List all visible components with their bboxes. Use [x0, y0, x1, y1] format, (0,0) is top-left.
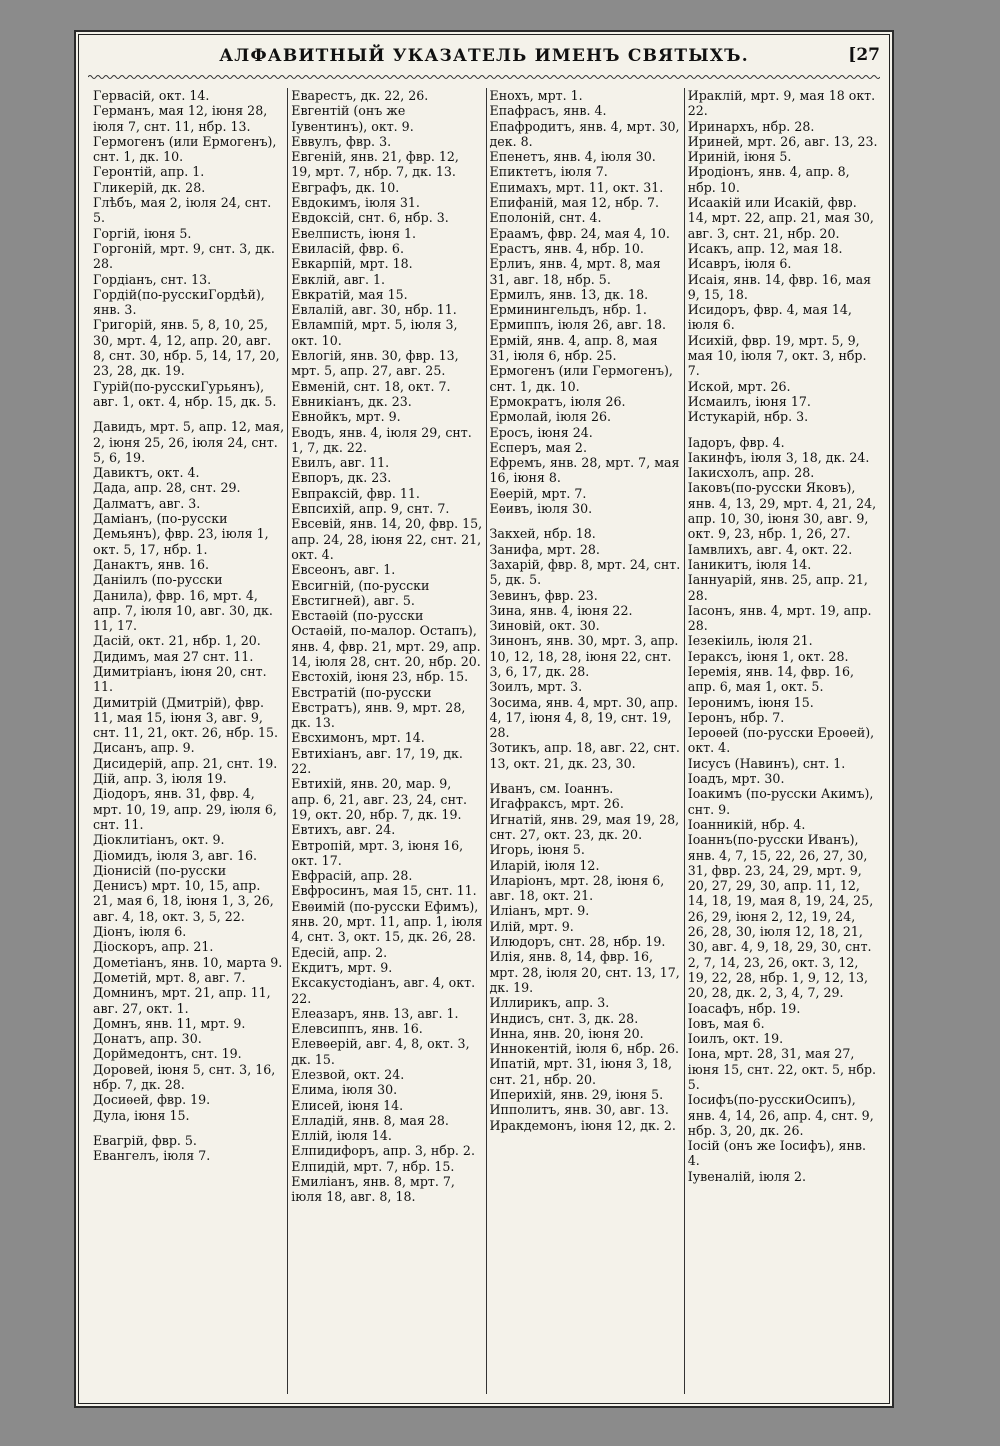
index-entry: Ермогенъ (или Гермогенъ), снт. 1, дк. 10.: [489, 363, 673, 394]
index-entry: Емиліанъ, янв. 8, мрт. 7, іюля 18, авг. 8, 18.: [291, 1174, 455, 1205]
index-entry: Даміанъ, (по-русски Демьянъ), фвр. 23, іюля 1, окт. 5, 17, нбр. 1.: [93, 511, 269, 557]
index-entry: Иларій, іюля 12.: [489, 857, 600, 873]
index-entry: Іакинфъ, іюля 3, 18, дк. 24.: [687, 449, 870, 465]
index-entry: Еввулъ, фвр. 3.: [291, 133, 392, 149]
index-entry: Иродіонъ, янв. 4, апр. 8, нбр. 10.: [687, 164, 850, 195]
index-entry: Исавръ, іюля 6.: [687, 256, 792, 272]
index-entry: Игнатій, янв. 29, мая 19, 28, снт. 27, окт. 23, дк. 20.: [489, 811, 680, 842]
index-entry: Зина, янв. 4, іюня 22.: [489, 602, 633, 618]
index-entry: Иннокентій, іюля 6, нбр. 26.: [489, 1041, 679, 1057]
index-entry: Евстратій (по-русски Евстратъ), янв. 9, мрт. 28, дк. 13.: [291, 684, 466, 731]
index-entry: Иванъ, см. Іоаннъ.: [489, 781, 614, 797]
index-entry: Евсевій, янв. 14, 20, фвр. 15, апр. 24, 28, іюня 22, снт. 21, окт. 4.: [291, 516, 483, 562]
index-entry: Зотикъ, апр. 18, авг. 22, снт. 13, окт. 21, дк. 23, 30.: [489, 740, 680, 771]
index-entry: Иліанъ, мрт. 9.: [489, 903, 590, 919]
index-entry: Евиласій, фвр. 6.: [291, 240, 404, 256]
index-entry: Іосифъ(по-русскиОсипъ), янв. 4, 14, 26, апр. 4, снт. 9, нбр. 3, 20, дк. 26.: [687, 1092, 874, 1138]
index-entry: Домнинъ, мрт. 21, апр. 11, авг. 27, окт. 1.: [93, 985, 271, 1016]
index-entry: Домнъ, янв. 11, мрт. 9.: [93, 1015, 246, 1031]
index-entry: Іоаннъ(по-русски Иванъ), янв. 4, 7, 15, 22, 26, 27, 30, 31, фвр. 23, 24, 29, мрт. 9, 20, 27, 29, 30, апр. 11, 12, 14, 18, 19, мая 8, 19, 24, 25, 26, 29, іюня 2, 12, 19, 24, 26, 28, 30, іюля 12, 18, 21, 30, авг. 4, 9, 18, 29, 30, снт. 2, 7, 14, 23, 26, окт. 3, 12, 19, 22, 28, нбр. 1, 9, 12, 13, 20, 28, дк. 2, 3, 4, 7, 29.: [687, 832, 874, 1001]
index-entry: Елисей, іюня 14.: [291, 1097, 404, 1113]
column-1: [90, 88, 287, 1394]
index-entry: Іоанникій, нбр. 4.: [687, 816, 806, 832]
index-entry: Захарій, фвр. 8, мрт. 24, снт. 5, дк. 5.: [489, 556, 681, 588]
index-entry: Зоилъ, мрт. 3.: [489, 679, 583, 695]
index-entry: Инна, янв. 20, іюня 20.: [489, 1025, 644, 1041]
index-entry: Евдокимъ, іюля 31.: [291, 195, 420, 211]
index-entry: Ефремъ, янв. 28, мрт. 7, мая 16, іюня 8.: [489, 455, 680, 486]
index-entry: Евтихій, янв. 20, мар. 9, апр. 6, 21, авг. 23, 24, снт. 19, окт. 20, нбр. 7, дк. 19.: [291, 776, 467, 822]
index-entry: Истукарій, нбр. 3.: [687, 409, 809, 425]
index-entry: Иской, мрт. 26.: [687, 378, 791, 394]
index-entry: Дисанъ, апр. 9.: [93, 740, 195, 756]
index-entry: Исаакій или Исакій, фвр. 14, мрт. 22, апр. 21, мая 30, авг. 3, снт. 21, нбр. 20.: [687, 195, 874, 241]
index-entry: Евтихъ, авг. 24.: [291, 822, 396, 838]
index-entry: Дисидерій, апр. 21, снт. 19.: [93, 755, 278, 771]
index-entry: Діонъ, іюля 6.: [93, 924, 187, 940]
index-entry: Данактъ, янв. 16.: [93, 556, 209, 572]
index-entry: Дула, іюня 15.: [93, 1107, 190, 1123]
index-entry: Дометій, мрт. 8, авг. 7.: [93, 969, 246, 985]
index-entry: Евагрій, фвр. 5.: [93, 1132, 197, 1148]
index-entry: Еполоній, снт. 4.: [489, 210, 602, 226]
index-entry: Давиктъ, окт. 4.: [93, 465, 200, 481]
index-entry: Діонисій (по-русски Денисъ) мрт. 10, 15, апр. 21, мая 6, 18, іюня 1, 3, 26, авг. 4, 18, окт. 3, 5, 22.: [93, 862, 274, 924]
index-entry: Іоакимъ (по-русски Акимъ), снт. 9.: [687, 786, 874, 817]
index-entry: Гервасій, окт. 14.: [93, 88, 210, 103]
index-entry: Еварестъ, дк. 22, 26.: [291, 88, 429, 103]
index-entry: Епафродитъ, янв. 4, мрт. 30, дек. 8.: [489, 118, 680, 149]
index-entry: Евкарпій, мрт. 18.: [291, 256, 413, 272]
index-entry: Григорій, янв. 5, 8, 10, 25, 30, мрт. 4, 12, апр. 20, авг. 8, снт. 30, нбр. 5, 14, 17, 20, 23, 28, дк. 19.: [93, 317, 280, 379]
column-4: [684, 88, 882, 1394]
index-entry: Евкратій, мая 15.: [291, 286, 408, 302]
index-entry: Евфросинъ, мая 15, снт. 11.: [291, 883, 477, 899]
index-entry: Евсхимонъ, мрт. 14.: [291, 730, 425, 746]
section-gap: [688, 425, 879, 435]
index-entry: Дасій, окт. 21, нбр. 1, 20.: [93, 633, 261, 649]
index-entry: Ермиппъ, іюля 26, авг. 18.: [489, 317, 666, 333]
index-entry: Ерминингельдъ, нбр. 1.: [489, 302, 647, 318]
page-title: АЛФАВИТНЫЙ УКАЗАТЕЛЬ ИМЕНЪ СВЯТЫХЪ.: [219, 46, 749, 66]
index-entry: Ермократъ, іюля 26.: [489, 393, 626, 409]
index-entry: Донатъ, апр. 30.: [93, 1031, 202, 1047]
index-entry: Евтихіанъ, авг. 17, 19, дк. 22.: [291, 745, 463, 777]
index-entry: Іезекіиль, іюля 21.: [687, 633, 813, 649]
index-entry: Іисусъ (Навинъ), снт. 1.: [687, 755, 846, 771]
index-entry: Иракдемонъ, іюня 12, дк. 2.: [489, 1117, 676, 1133]
index-entry: Гермогенъ (или Ермогенъ), снт. 1, дк. 10.: [93, 133, 277, 165]
index-entry: Евклій, авг. 1.: [291, 271, 386, 287]
index-entry: Зосима, янв. 4, мрт. 30, апр. 4, 17, іюня 4, 8, 19, снт. 19, 28.: [489, 694, 678, 741]
index-entry: Елевѳерій, авг. 4, 8, окт. 3, дк. 15.: [291, 1036, 470, 1067]
index-entry: Евилъ, авг. 11.: [291, 455, 390, 471]
index-entry: Едесій, апр. 2.: [291, 944, 388, 960]
index-entry: Игорь, іюня 5.: [489, 842, 585, 858]
index-entry: Закхей, нбр. 18.: [489, 526, 596, 542]
index-entry: Димитріанъ, іюня 20, снт. 11.: [93, 663, 267, 695]
index-entry: Евстаѳій (по-русски Остаѳій, по-малор. Остапъ), янв. 4, фвр. 21, мрт. 29, апр. 14, іюля 28, снт. 20, нбр. 20.: [291, 608, 481, 669]
index-entry: Іеронъ, нбр. 7.: [687, 709, 785, 725]
index-entry: Еѳерій, мрт. 7.: [489, 485, 587, 501]
index-entry: Елевсиппъ, янв. 16.: [291, 1021, 423, 1037]
index-entry: Иперихій, янв. 29, іюня 5.: [489, 1087, 664, 1102]
index-entry: Илія, янв. 8, 14, фвр. 16, мрт. 28, іюля 20, снт. 13, 17, дк. 19.: [489, 949, 680, 995]
index-entry: Гликерій, дк. 28.: [93, 179, 206, 195]
book-page: [74, 30, 894, 1408]
index-entry: Іамвлихъ, авг. 4, окт. 22.: [687, 541, 853, 557]
index-entry: Зинонъ, янв. 30, мрт. 3, апр. 10, 12, 18, 28, іюня 22, снт. 3, 6, 17, дк. 28.: [489, 633, 679, 679]
index-entry: Еллій, іюля 14.: [291, 1128, 392, 1144]
index-entry: Геронтій, апр. 1.: [93, 164, 205, 180]
column-2: [287, 88, 485, 1394]
index-entry: Іувеналій, іюля 2.: [687, 1168, 806, 1184]
index-entry: Епифаній, мая 12, нбр. 7.: [489, 195, 660, 211]
index-entry: Иларіонъ, мрт. 28, іюня 6, авг. 18, окт. 21.: [489, 872, 665, 904]
index-entry: Дій, апр. 3, іюля 19.: [93, 771, 227, 787]
index-columns: [90, 88, 882, 1394]
index-entry: Іасонъ, янв. 4, мрт. 19, апр. 28.: [687, 602, 872, 634]
index-entry: Еросъ, іюня 24.: [489, 424, 593, 440]
index-entry: Епимахъ, мрт. 11, окт. 31.: [489, 179, 664, 195]
index-entry: Глѣбъ, мая 2, іюля 24, снт. 5.: [93, 195, 272, 226]
index-entry: Есперъ, мая 2.: [489, 439, 587, 455]
index-entry: Ириній, іюня 5.: [687, 149, 792, 165]
index-entry: Іовъ, мая 6.: [687, 1015, 765, 1031]
index-entry: Евпсихій, апр. 9, снт. 7.: [291, 501, 450, 517]
index-entry: Ермилъ, янв. 13, дк. 18.: [489, 286, 649, 302]
index-entry: Дорймедонтъ, снт. 19.: [93, 1046, 242, 1062]
index-entry: Елпидій, мрт. 7, нбр. 15.: [291, 1158, 455, 1174]
index-entry: Евдоксій, снт. 6, нбр. 3.: [291, 210, 449, 226]
section-gap: [490, 771, 681, 781]
index-entry: Епиктетъ, іюля 7.: [489, 164, 608, 180]
index-entry: Евфрасій, апр. 28.: [291, 868, 413, 884]
index-entry: Евграфъ, дк. 10.: [291, 179, 400, 195]
index-entry: Екдитъ, мрт. 9.: [291, 959, 393, 975]
index-entry: Евпраксій, фвр. 11.: [291, 485, 420, 501]
index-entry: Горгій, іюня 5.: [93, 225, 192, 241]
index-entry: Елезвой, окт. 24.: [291, 1067, 405, 1082]
index-entry: Евгентій (онъ же Іувентинъ), окт. 9.: [291, 103, 414, 134]
index-entry: Дометіанъ, янв. 10, марта 9.: [93, 954, 283, 970]
index-entry: Ириней, мрт. 26, авг. 13, 23.: [687, 133, 878, 149]
index-entry: Иринархъ, нбр. 28.: [687, 118, 815, 134]
index-entry: Епафрасъ, янв. 4.: [489, 103, 607, 119]
index-entry: Занифа, мрт. 28.: [489, 541, 600, 557]
index-entry: Ираклій, мрт. 9, мая 18 окт. 22.: [687, 88, 876, 119]
index-entry: Исакъ, апр. 12, мая 18.: [687, 240, 843, 256]
index-entry: Елпидифоръ, апр. 3, нбр. 2.: [291, 1143, 475, 1159]
index-entry: Гордіанъ, снт. 13.: [93, 271, 212, 287]
index-entry: Димитрій (Дмитрій), фвр. 11, мая 15, іюня 3, авг. 9, снт. 11, 21, окт. 26, нбр. 15.: [93, 694, 279, 741]
index-entry: Елима, іюля 30.: [291, 1082, 398, 1098]
index-entry: Ермолай, іюля 26.: [489, 409, 612, 425]
index-entry: Исмаилъ, іюня 17.: [687, 393, 811, 409]
index-entry: Діодоръ, янв. 31, фвр. 4, мрт. 10, 19, апр. 29, іюля 6, снт. 11.: [93, 786, 277, 832]
index-entry: Дада, апр. 28, снт. 29.: [93, 480, 241, 496]
index-entry: Елеазаръ, янв. 13, авг. 1.: [291, 1005, 459, 1021]
index-entry: Епенетъ, янв. 4, іюля 30.: [489, 149, 656, 165]
index-entry: Горгоній, мрт. 9, снт. 3, дк. 28.: [93, 240, 275, 272]
index-entry: Іадоръ, фвр. 4.: [687, 434, 785, 450]
index-entry: Іеронимъ, іюня 15.: [687, 694, 814, 710]
index-entry: Евнойкъ, мрт. 9.: [291, 409, 401, 425]
index-entry: Евлогій, янв. 30, фвр. 13, мрт. 5, апр. 27, авг. 25.: [291, 348, 459, 379]
index-entry: Ерлиъ, янв. 4, мрт. 8, мая 31, авг. 18, нбр. 5.: [489, 256, 661, 287]
index-entry: Енохъ, мрт. 1.: [489, 88, 583, 103]
index-entry: Евсеонъ, авг. 1.: [291, 562, 396, 578]
index-entry: Іеремія, янв. 14, фвр. 16, апр. 6, мая 1, окт. 5.: [687, 663, 854, 695]
index-entry: Исидоръ, фвр. 4, мая 14, іюля 6.: [687, 302, 852, 333]
index-entry: Евелписть, іюня 1.: [291, 225, 417, 241]
index-entry: Исихій, фвр. 19, мрт. 5, 9, мая 10, іюля 7, окт. 3, нбр. 7.: [687, 332, 867, 379]
index-entry: Евстохій, іюня 23, нбр. 15.: [291, 669, 469, 685]
index-entry: Іаникитъ, іюля 14.: [687, 556, 812, 572]
index-entry: Даніилъ (по-русски Данила), фвр. 16, мрт. 4, апр. 7, іюля 10, авг. 30, дк. 11, 17.: [93, 572, 273, 634]
index-entry: Дидимъ, мая 27 снт. 11.: [93, 648, 254, 664]
index-entry: Доровей, іюня 5, снт. 3, 16, нбр. 7, дк. 28.: [93, 1061, 276, 1092]
index-entry: Іакисхолъ, апр. 28.: [687, 465, 815, 481]
index-entry: Гурій(по-русскиГурьянъ), авг. 1, окт. 4, нбр. 15, дк. 5.: [93, 378, 277, 409]
index-entry: Ераамъ, фвр. 24, мая 4, 10.: [489, 225, 670, 241]
index-entry: Ипполитъ, янв. 30, авг. 13.: [489, 1102, 669, 1118]
section-gap: [93, 409, 284, 419]
index-entry: Индисъ, снт. 3, дк. 28.: [489, 1010, 639, 1026]
index-entry: Игафраксъ, мрт. 26.: [489, 796, 624, 812]
wavy-divider: [88, 74, 880, 80]
index-entry: Діоскоръ, апр. 21.: [93, 939, 214, 955]
index-entry: Гордій(по-русскиГордѣй), янв. 3.: [93, 286, 265, 318]
index-entry: Іероѳей (по-русски Ероѳей), окт. 4.: [687, 725, 875, 756]
index-entry: Евникіанъ, дк. 23.: [291, 393, 412, 409]
index-entry: Іосій (онъ же Іосифъ), янв. 4.: [687, 1138, 866, 1169]
index-entry: Илюдоръ, снт. 28, нбр. 19.: [489, 934, 666, 950]
index-entry: Досиѳей, фвр. 19.: [93, 1092, 211, 1108]
index-entry: Еводъ, янв. 4, іюля 29, снт. 1, 7, дк. 22.: [291, 424, 472, 455]
index-entry: Діоклитіанъ, окт. 9.: [93, 832, 225, 848]
index-entry: Іераксъ, іюня 1, окт. 28.: [687, 648, 849, 664]
page-header: [74, 46, 894, 76]
index-entry: Зиновій, окт. 30.: [489, 618, 600, 634]
index-entry: Евлалій, авг. 30, нбр. 11.: [291, 302, 457, 318]
index-entry: Іаннуарій, янв. 25, апр. 21, 28.: [687, 572, 868, 603]
index-entry: Исаія, янв. 14, фвр. 16, мая 9, 15, 18.: [687, 271, 872, 302]
index-entry: Германъ, мая 12, іюня 28, іюля 7, снт. 11, нбр. 13.: [93, 103, 268, 134]
index-entry: Еѳивъ, іюля 30.: [489, 501, 593, 517]
page-number: [27: [848, 45, 880, 65]
column-3: [486, 88, 684, 1394]
index-entry: Ермій, янв. 4, апр. 8, мая 31, іюля 6, нбр. 25.: [489, 332, 658, 364]
section-gap: [93, 1123, 284, 1133]
index-entry: Далматъ, авг. 3.: [93, 495, 201, 511]
index-entry: Евпоръ, дк. 23.: [291, 470, 392, 486]
index-entry: Евгеній, янв. 21, фвр. 12, 19, мрт. 7, нбр. 7, дк. 13.: [291, 149, 459, 180]
index-entry: Елладій, янв. 8, мая 28.: [291, 1112, 449, 1128]
index-entry: Діомидъ, іюля 3, авг. 16.: [93, 847, 258, 863]
index-entry: Евсигній, (по-русски Евстигней), авг. 5.: [291, 577, 430, 608]
index-entry: Іоасафъ, нбр. 19.: [687, 1000, 801, 1016]
index-entry: Ерастъ, янв. 4, нбр. 10.: [489, 240, 644, 256]
index-entry: Евѳимій (по-русски Ефимъ), янв. 20, мрт. 11, апр. 1, іюля 4, снт. 3, окт. 15, дк. 26, 28.: [291, 898, 483, 945]
index-entry: Зевинъ, фвр. 23.: [489, 587, 598, 603]
index-entry: Евлампій, мрт. 5, іюля 3, окт. 10.: [291, 317, 458, 348]
index-entry: Илій, мрт. 9.: [489, 918, 574, 934]
index-entry: Иллирикъ, апр. 3.: [489, 995, 610, 1011]
index-entry: Іона, мрт. 28, 31, мая 27, іюня 15, снт. 22, окт. 5, нбр. 5.: [687, 1046, 877, 1092]
index-entry: Давидъ, мрт. 5, апр. 12, мая, 2, іюня 25, 26, іюля 24, снт. 5, 6, 19.: [93, 419, 285, 465]
index-entry: Ексакустодіанъ, авг. 4, окт. 22.: [291, 975, 476, 1006]
index-entry: Ипатій, мрт. 31, іюня 3, 18, снт. 21, нбр. 20.: [489, 1056, 673, 1087]
section-gap: [490, 516, 681, 526]
index-entry: Евангелъ, іюля 7.: [93, 1148, 211, 1164]
index-entry: Евменій, снт. 18, окт. 7.: [291, 378, 451, 394]
index-entry: Іаковъ(по-русски Яковъ), янв. 4, 13, 29, мрт. 4, 21, 24, апр. 10, 30, іюня 30, авг. 9, окт. 9, 23, нбр. 1, 26, 27.: [687, 480, 877, 542]
index-entry: Іоилъ, окт. 19.: [687, 1031, 784, 1047]
index-entry: Іоадъ, мрт. 30.: [687, 771, 785, 787]
index-entry: Евтропій, мрт. 3, іюня 16, окт. 17.: [291, 837, 464, 868]
